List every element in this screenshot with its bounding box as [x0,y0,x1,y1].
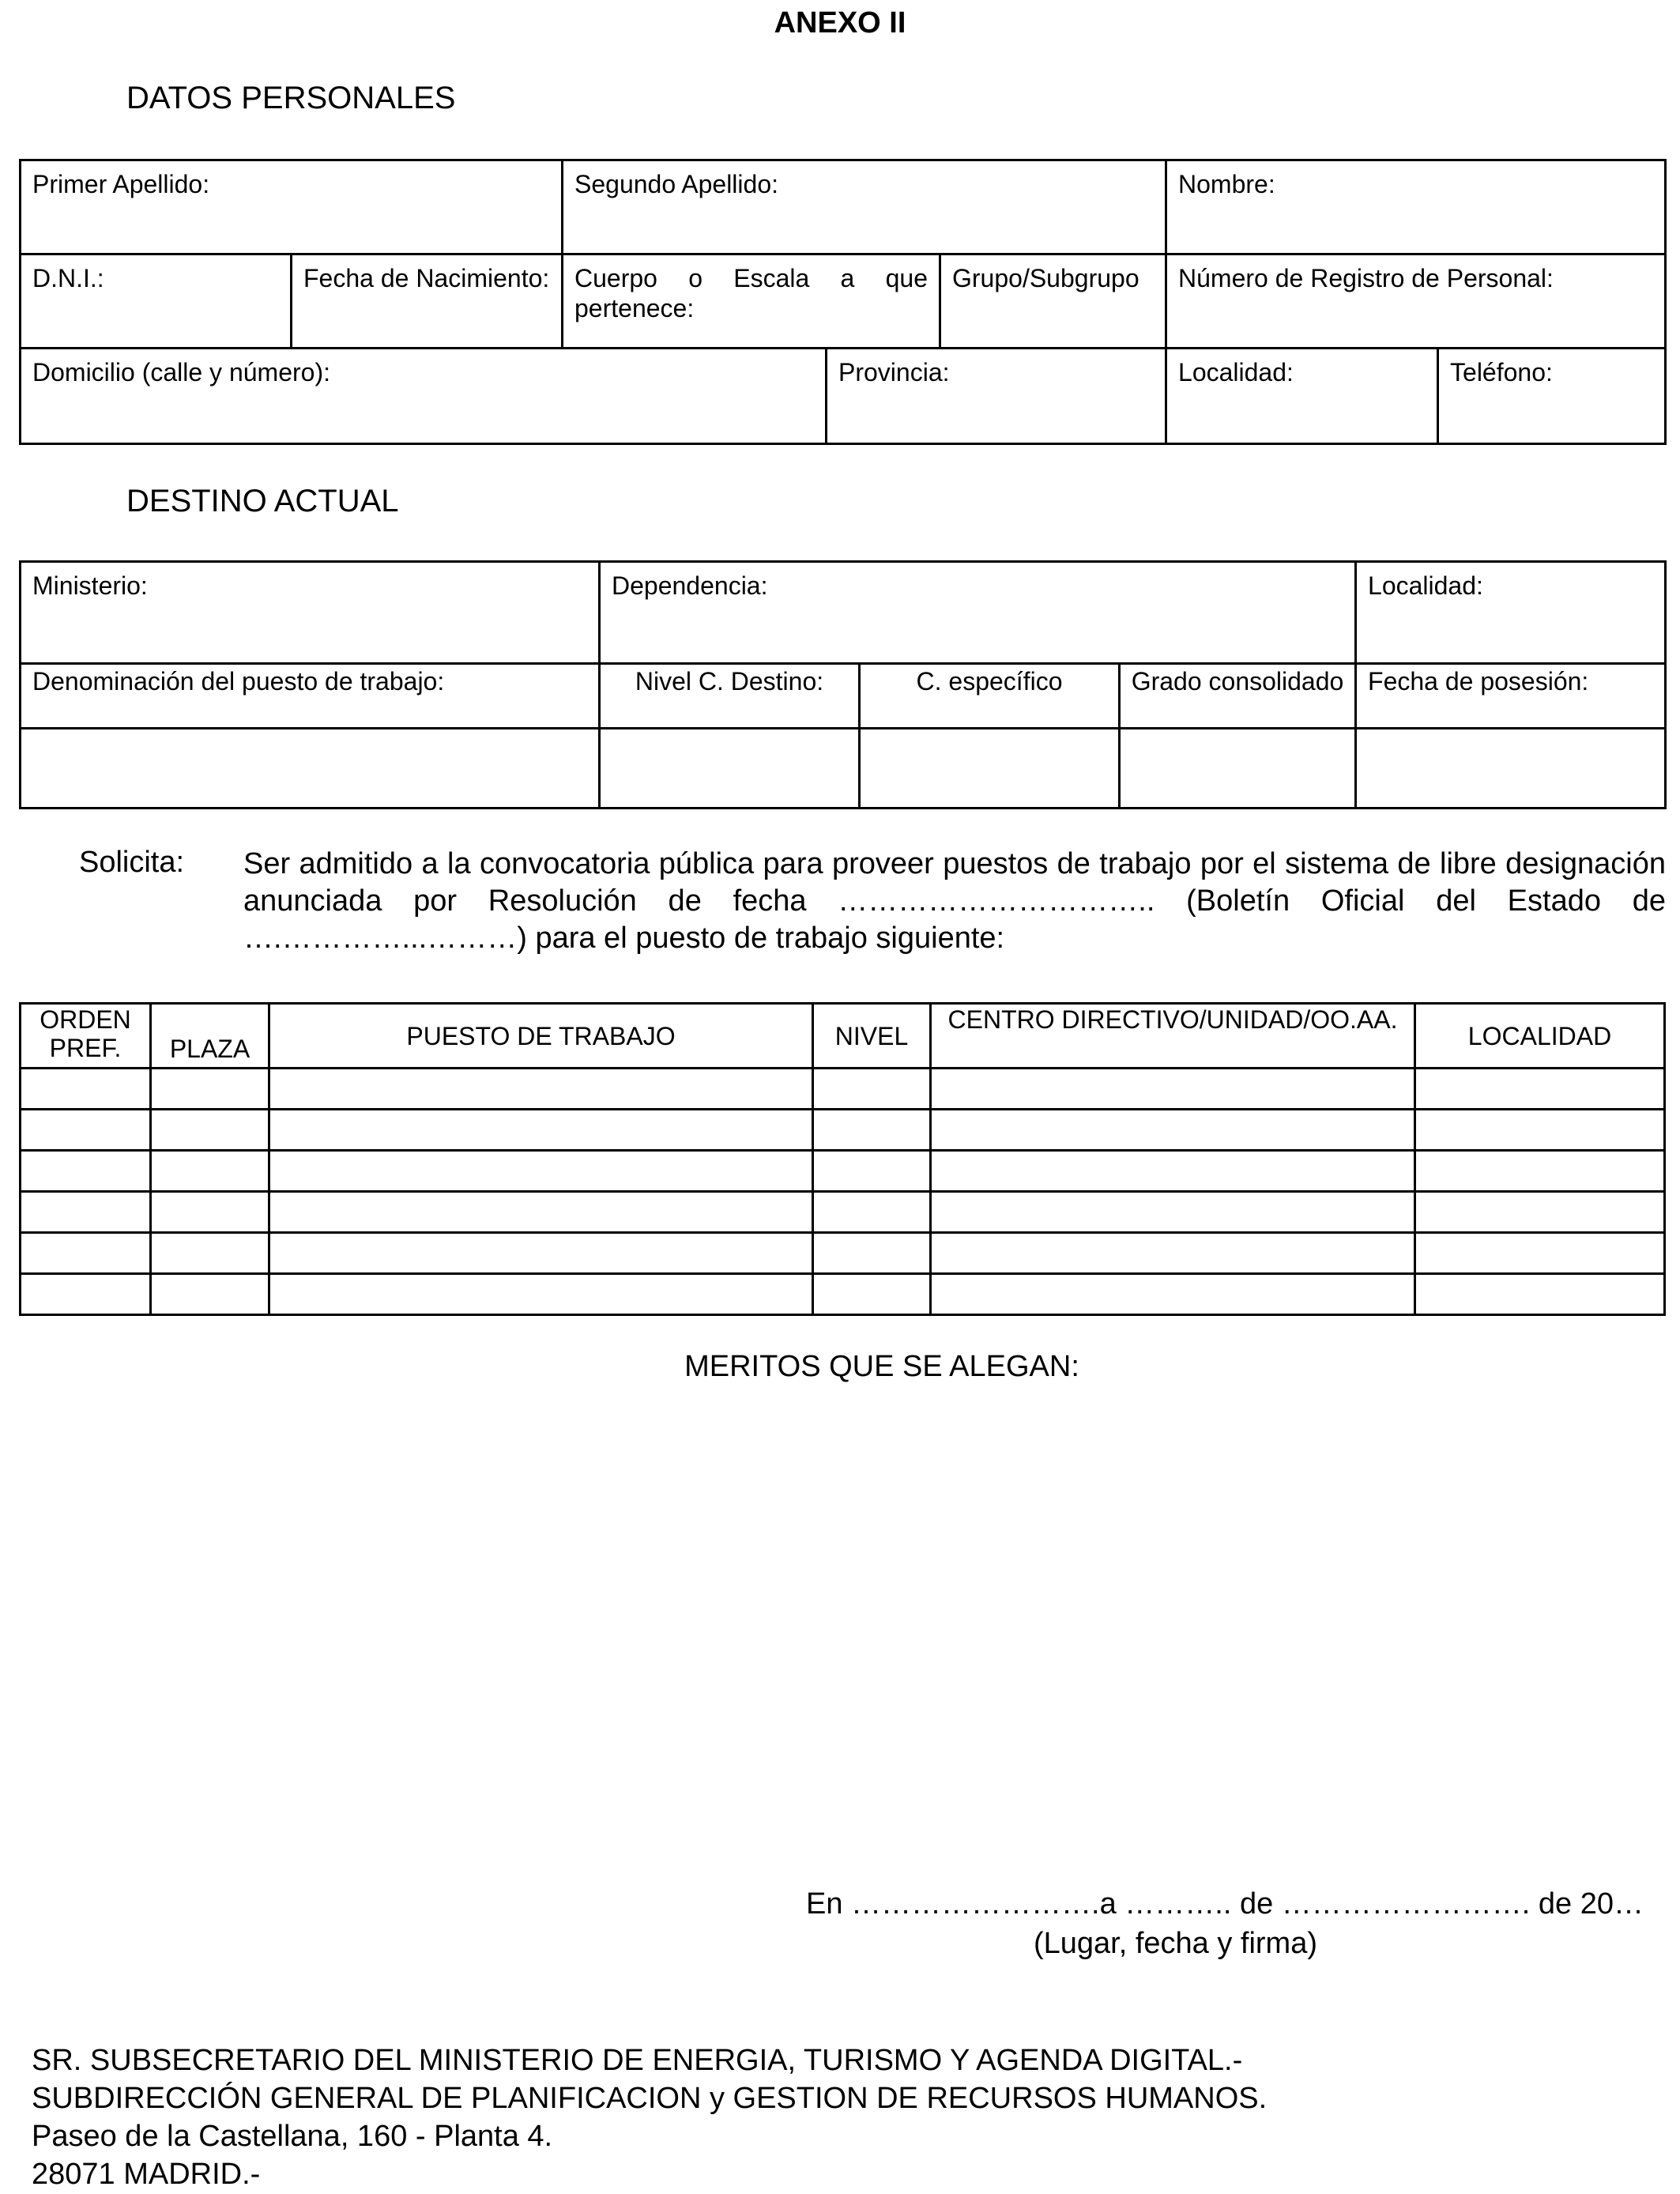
destinatario-line-4: 28071 MADRID.- [32,2158,261,2191]
table-row [21,1069,1665,1110]
firma-caption: (Lugar, fecha y firma) [1033,1927,1318,1960]
dni-field[interactable] [21,254,292,349]
grado-consolidado-header [1120,664,1356,729]
ministerio-label: Ministerio: [32,571,148,600]
table-cell[interactable] [1415,1069,1665,1110]
firma-block [707,1884,1644,1963]
denominacion-header [21,664,600,729]
col-puesto-trabajo [269,1004,813,1069]
grupo-subgrupo-field[interactable] [940,254,1166,349]
denominacion-label: Denominación del puesto de trabajo: [32,667,445,696]
telefono-label: Teléfono: [1450,358,1553,386]
table-cell[interactable] [813,1233,931,1274]
dni-label: D.N.I.: [32,264,104,292]
table-cell[interactable] [151,1151,269,1192]
table-cell[interactable] [1415,1110,1665,1151]
table-cell[interactable] [269,1274,813,1315]
denominacion-input[interactable] [21,729,600,809]
table-row [21,1151,1665,1192]
table-cell[interactable] [1415,1192,1665,1233]
table-cell[interactable] [269,1233,813,1274]
solicita-label: Solicita: [79,846,185,879]
nivel-destino-header [600,664,860,729]
telefono-field[interactable] [1438,349,1666,444]
ministerio-field[interactable] [21,562,600,664]
destinatario-line-3: Paseo de la Castellana, 160 - Planta 4. [32,2120,553,2153]
c-especifico-label: C. específico [916,667,1063,696]
document-title: ANEXO II [774,6,906,40]
table-cell[interactable] [21,1151,151,1192]
table-cell[interactable] [151,1233,269,1274]
fecha-nacimiento-field[interactable] [292,254,563,349]
col-localidad-label: LOCALIDAD [1467,1021,1612,1050]
col-localidad [1415,1004,1665,1069]
table-cell[interactable] [813,1274,931,1315]
datos-personales-table [19,159,1667,445]
c-especifico-input[interactable] [860,729,1120,809]
col-puesto-label: PUESTO DE TRABAJO [406,1021,676,1050]
destinatario-line-1: SR. SUBSECRETARIO DEL MINISTERIO DE ENERGIA, TURISMO Y AGENDA DIGITAL.- [32,2044,1243,2077]
destinatario-block [32,2041,1267,2193]
table-cell[interactable] [931,1233,1415,1274]
nombre-field[interactable] [1166,160,1666,254]
table-cell[interactable] [1415,1151,1665,1192]
segundo-apellido-field[interactable] [563,160,1166,254]
table-cell[interactable] [1415,1274,1665,1315]
destinatario-line-2: SUBDIRECCIÓN GENERAL DE PLANIFICACION y GESTION DE RECURSOS HUMANOS. [32,2082,1268,2115]
table-cell[interactable] [931,1151,1415,1192]
table-cell[interactable] [813,1069,931,1110]
grado-consolidado-label: Grado consolidado [1131,667,1344,696]
table-cell[interactable] [151,1192,269,1233]
segundo-apellido-label: Segundo Apellido: [574,170,778,198]
dependencia-label: Dependencia: [612,571,768,600]
table-cell[interactable] [269,1192,813,1233]
table-row [21,1110,1665,1151]
table-cell[interactable] [21,1069,151,1110]
table-cell[interactable] [21,1274,151,1315]
domicilio-field[interactable] [21,349,827,444]
localidad-field[interactable] [1166,349,1438,444]
table-row [21,1274,1665,1315]
nrp-label: Número de Registro de Personal: [1178,264,1554,292]
primer-apellido-label: Primer Apellido: [32,170,210,198]
table-cell[interactable] [269,1151,813,1192]
table-cell[interactable] [931,1274,1415,1315]
table-cell[interactable] [931,1192,1415,1233]
table-cell[interactable] [813,1192,931,1233]
nivel-destino-label: Nivel C. Destino: [635,667,824,696]
table-cell[interactable] [931,1110,1415,1151]
fecha-posesion-input[interactable] [1356,729,1666,809]
table-cell[interactable] [1415,1233,1665,1274]
table-cell[interactable] [931,1069,1415,1110]
table-cell[interactable] [21,1192,151,1233]
fecha-nacimiento-label: Fecha de Nacimiento: [303,264,550,292]
localidad-destino-label: Localidad: [1368,571,1483,600]
cuerpo-escala-label: Cuerpo o Escala a que pertenece: [574,264,928,322]
dependencia-field[interactable] [600,562,1356,664]
nivel-destino-input[interactable] [600,729,860,809]
fecha-posesion-label: Fecha de posesión: [1368,667,1589,696]
c-especifico-header [860,664,1120,729]
col-orden-label: ORDEN PREF. [40,1005,131,1062]
solicita-text: Ser admitido a la convocatoria pública para proveer puestos de trabajo por el sistema de libre designación anunciada por Resolución de fecha ………………………….. (Boletín Oficial del Estado de ….…………...………) para el puesto de trabajo siguiente: [243,847,1666,955]
table-cell[interactable] [21,1110,151,1151]
fecha-posesion-header [1356,664,1666,729]
datos-personales-heading: DATOS PERSONALES [126,81,456,115]
col-centro-label: CENTRO DIRECTIVO/UNIDAD/OO.AA. [947,1005,1398,1034]
col-plaza-label: PLAZA [169,1035,250,1063]
col-nivel [813,1004,931,1069]
table-row [21,1192,1665,1233]
table-row [21,1233,1665,1274]
grupo-subgrupo-label: Grupo/Subgrupo [952,264,1139,292]
table-cell[interactable] [813,1151,931,1192]
nrp-field[interactable] [1166,254,1666,349]
table-cell[interactable] [813,1110,931,1151]
cuerpo-escala-field[interactable] [563,254,940,349]
col-centro-directivo [931,1004,1415,1069]
primer-apellido-field[interactable] [21,160,563,254]
localidad-label: Localidad: [1178,358,1294,386]
nombre-label: Nombre: [1178,170,1275,198]
meritos-heading: MERITOS QUE SE ALEGAN: [684,1350,1079,1383]
provincia-label: Provincia: [838,358,950,386]
domicilio-label: Domicilio (calle y número): [32,358,330,386]
col-nivel-label: NIVEL [834,1021,909,1050]
localidad-destino-field[interactable] [1356,562,1666,664]
table-cell[interactable] [151,1110,269,1151]
table-cell[interactable] [269,1110,813,1151]
destino-actual-heading: DESTINO ACTUAL [126,484,399,518]
table-cell[interactable] [21,1233,151,1274]
puestos-table [19,1002,1666,1316]
destino-actual-table [19,560,1667,809]
firma-line: En …………………….a ……….. de ……………………. de 20… [806,1887,1644,1921]
table-cell[interactable] [269,1069,813,1110]
provincia-field[interactable] [827,349,1166,444]
table-cell[interactable] [151,1274,269,1315]
grado-consolidado-input[interactable] [1120,729,1356,809]
col-plaza [151,1004,269,1069]
table-cell[interactable] [151,1069,269,1110]
col-orden-pref [21,1004,151,1069]
